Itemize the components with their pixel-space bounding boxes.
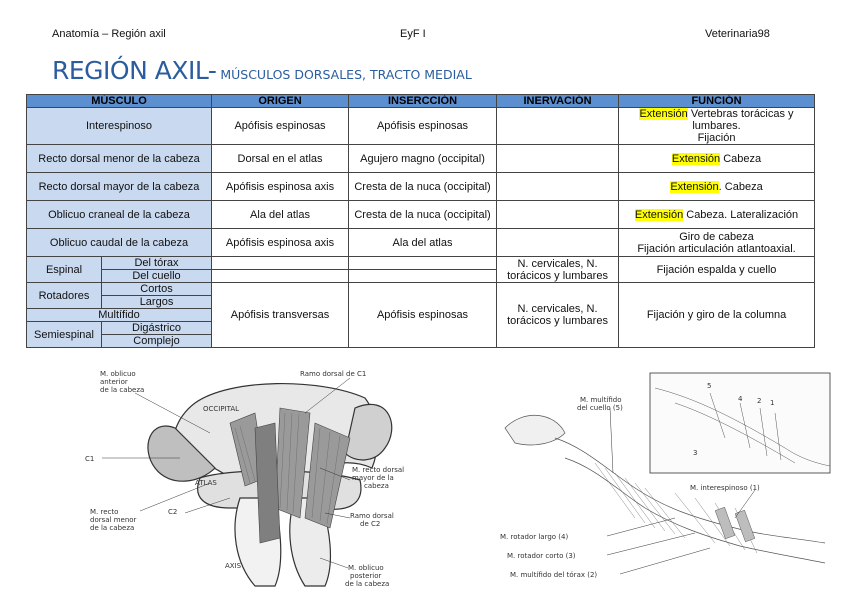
function-cell: Fijación espalda y cuello xyxy=(619,257,815,283)
innervation-cell xyxy=(497,173,619,201)
atlas-axis-illustration xyxy=(80,368,420,595)
function-text: Giro de cabeza xyxy=(679,230,754,243)
label-recto-mayor-1: M. recto dorsal xyxy=(352,466,405,474)
muscle-table xyxy=(26,94,815,348)
origin-cell: Apófisis transversas xyxy=(212,283,349,348)
col-header-function: FUNCIÓN xyxy=(619,95,815,108)
col-header-origin: ORIGEN xyxy=(212,95,349,108)
function-cell xyxy=(619,108,815,145)
table-row xyxy=(27,201,815,229)
function-text-2: Fijación articulación atlantoaxial. xyxy=(637,242,796,255)
muscle-subcell: Del cuello xyxy=(102,270,212,283)
page-title xyxy=(52,56,472,85)
function-cell xyxy=(619,173,815,201)
label-num-5: 5 xyxy=(707,382,712,390)
muscle-cell: Interespinoso xyxy=(27,108,212,145)
label-ramo-c2-1: Ramo dorsal xyxy=(350,512,394,520)
table-row xyxy=(27,229,815,257)
label-oblique-anterior-2: anterior xyxy=(100,378,128,386)
label-ramo-c1: Ramo dorsal de C1 xyxy=(300,370,367,378)
muscle-cell: Oblicuo caudal de la cabeza xyxy=(27,229,212,257)
label-multifido-cuello-1: M. multífido xyxy=(580,396,622,404)
label-axis: AXIS xyxy=(225,562,242,570)
label-c1: C1 xyxy=(85,455,95,463)
label-oblique-anterior-1: M. oblicuo xyxy=(100,370,136,378)
function-text: Cabeza xyxy=(720,152,762,165)
muscle-subcell: Cortos xyxy=(102,283,212,296)
label-oblique-posterior-2: posterior xyxy=(350,572,382,580)
label-recto-mayor-3: cabeza xyxy=(364,482,389,490)
muscle-group-cell: Espinal xyxy=(27,257,102,283)
label-atlas: ATLAS xyxy=(195,479,217,487)
origin-cell: Apófisis espinosas xyxy=(212,108,349,145)
title-main: REGIÓN AXIL- xyxy=(52,56,217,85)
insertion-cell: Ala del atlas xyxy=(349,229,497,257)
label-num-2: 2 xyxy=(757,397,762,405)
header-center: EyF I xyxy=(400,28,426,40)
label-multifido-torax: M. multífido del tórax (2) xyxy=(510,571,598,579)
table-header-row xyxy=(27,95,815,108)
insertion-cell: Apófisis espinosas xyxy=(349,283,497,348)
label-recto-menor-3: de la cabeza xyxy=(90,524,135,532)
label-oblique-anterior-3: de la cabeza xyxy=(100,386,145,394)
origin-cell xyxy=(212,257,349,270)
muscle-subcell: Del tórax xyxy=(102,257,212,270)
function-cell xyxy=(619,201,815,229)
function-cell xyxy=(619,229,815,257)
origin-cell: Ala del atlas xyxy=(212,201,349,229)
muscle-cell: Recto dorsal menor de la cabeza xyxy=(27,145,212,173)
innervation-cell xyxy=(497,108,619,145)
label-oblique-posterior-3: de la cabeza xyxy=(345,580,390,588)
label-multifido-cuello-2: del cuello (5) xyxy=(577,404,623,412)
origin-cell xyxy=(212,270,349,283)
label-num-1: 1 xyxy=(770,399,775,407)
muscle-cell: Multífido xyxy=(27,309,212,322)
function-text: Cabeza. Lateralización xyxy=(683,208,799,221)
muscle-cell: Recto dorsal mayor de la cabeza xyxy=(27,173,212,201)
innervation-cell xyxy=(497,145,619,173)
spine-lateral-illustration xyxy=(495,368,840,595)
header-right: Veterinaria98 xyxy=(705,28,770,40)
insertion-cell: Cresta de la nuca (occipital) xyxy=(349,173,497,201)
muscle-subcell: Digástrico xyxy=(102,322,212,335)
insertion-cell xyxy=(349,270,497,283)
table-row xyxy=(27,145,815,173)
label-occipital: OCCIPITAL xyxy=(203,405,240,413)
muscle-subcell: Largos xyxy=(102,296,212,309)
label-ramo-c2-2: de C2 xyxy=(360,520,381,528)
title-sub: MÚSCULOS DORSALES, TRACTO MEDIAL xyxy=(216,67,472,82)
muscle-cell: Oblicuo craneal de la cabeza xyxy=(27,201,212,229)
col-header-muscle: MÚSCULO xyxy=(27,95,212,108)
table-row xyxy=(27,283,815,296)
muscle-group-cell: Semiespinal xyxy=(27,322,102,348)
innervation-cell xyxy=(497,229,619,257)
highlight-extension: Extensión xyxy=(634,208,684,221)
innervation-cell: N. cervicales, N. torácicos y lumbares xyxy=(497,257,619,283)
function-cell: Fijación y giro de la columna xyxy=(619,283,815,348)
label-recto-menor-2: dorsal menor xyxy=(90,516,137,524)
muscle-subcell: Complejo xyxy=(102,335,212,348)
table-row xyxy=(27,108,815,145)
table-row xyxy=(27,173,815,201)
origin-cell: Apófisis espinosa axis xyxy=(212,229,349,257)
function-text: . Cabeza xyxy=(718,180,763,193)
innervation-cell: N. cervicales, N. torácicos y lumbares xyxy=(497,283,619,348)
highlight-extension: Extensión xyxy=(639,108,688,120)
label-rotador-largo: M. rotador largo (4) xyxy=(500,533,569,541)
label-oblique-posterior-1: M. oblicuo xyxy=(348,564,384,572)
col-header-innervation: INERVACIÓN xyxy=(497,95,619,108)
function-cell xyxy=(619,145,815,173)
insertion-cell xyxy=(349,257,497,270)
label-interespinoso: M. interespinoso (1) xyxy=(690,484,760,492)
function-text: Vertebras torácicas y lumbares. xyxy=(687,108,794,132)
label-num-3: 3 xyxy=(693,449,698,457)
highlight-extension: Extensión xyxy=(671,152,721,165)
origin-cell: Apófisis espinosa axis xyxy=(212,173,349,201)
label-num-4: 4 xyxy=(738,395,743,403)
col-header-insertion: INSERCCIÓN xyxy=(349,95,497,108)
origin-cell: Dorsal en el atlas xyxy=(212,145,349,173)
label-recto-menor-1: M. recto xyxy=(90,508,119,516)
function-text-2: Fijación xyxy=(697,132,736,144)
table-row xyxy=(27,257,815,270)
insertion-cell: Cresta de la nuca (occipital) xyxy=(349,201,497,229)
insertion-cell: Apófisis espinosas xyxy=(349,108,497,145)
label-recto-mayor-2: mayor de la xyxy=(352,474,394,482)
muscle-group-cell: Rotadores xyxy=(27,283,102,309)
highlight-extension: Extensión xyxy=(670,180,719,193)
header-left: Anatomía – Región axil xyxy=(52,28,166,40)
label-rotador-corto: M. rotador corto (3) xyxy=(507,552,576,560)
insertion-cell: Agujero magno (occipital) xyxy=(349,145,497,173)
innervation-cell xyxy=(497,201,619,229)
label-c2: C2 xyxy=(168,508,178,516)
